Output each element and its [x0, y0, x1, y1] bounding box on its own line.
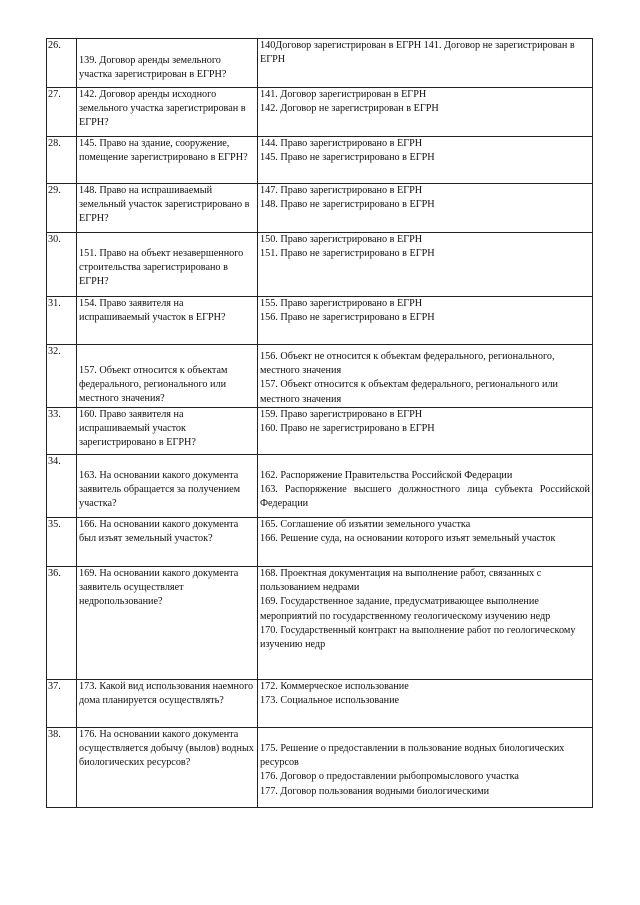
answer-option: 147. Право зарегистрировано в ЕГРН: [260, 185, 423, 196]
question-cell: [77, 567, 258, 680]
question-cell: [77, 297, 258, 345]
table-row: [47, 408, 593, 455]
answer-option: 172. Коммерческое использование: [260, 681, 409, 692]
row-number: 28.: [47, 137, 77, 184]
row-number: 26.: [47, 39, 77, 88]
answer-option: 155. Право зарегистрировано в ЕГРН: [260, 298, 423, 309]
answer-option: 140Договор зарегистрирован в ЕГРН 141. Договор не зарегистрирован в ЕГРН: [260, 40, 575, 66]
answer-option: 145. Право не зарегистрировано в ЕГРН: [260, 152, 435, 164]
answer-option: 169. Государственное задание, предусматривающее выполнение мероприятий по государственному геологическому изучению недр: [260, 596, 551, 622]
row-number: 27.: [47, 88, 77, 137]
answers-cell: [258, 518, 593, 567]
table-row: [47, 184, 593, 233]
answer-option: 151. Право не зарегистрировано в ЕГРН: [260, 248, 435, 260]
answer-option: 148. Право не зарегистрировано в ЕГРН: [260, 199, 435, 211]
answer-option: 165. Соглашение об изъятии земельного участка: [260, 519, 471, 530]
question-cell: [77, 680, 258, 728]
question-text: 176. На основании какого документа осуществляется добычу (вылов) водных биологических ресурсов?: [79, 729, 254, 769]
question-cell: [77, 88, 258, 137]
table-row: [47, 455, 593, 518]
row-number: 33.: [47, 408, 77, 455]
answer-option: 170. Государственный контракт на выполнение работ по геологическому изучению недр: [260, 624, 576, 651]
table-row: [47, 297, 593, 345]
question-text: 160. Право заявителя на испрашиваемый участок зарегистрировано в ЕГРН?: [79, 409, 196, 449]
answer-option: 163. Распоряжение высшего должностного лица субъекта Российской Федерации: [260, 484, 590, 510]
answer-option: 156. Объект не относится к объектам федерального, регионального, местного значения: [260, 351, 555, 377]
question-cell: [77, 408, 258, 455]
question-cell: [77, 518, 258, 567]
questions-table: [46, 38, 593, 808]
table-row: [47, 680, 593, 728]
answer-option: 156. Право не зарегистрировано в ЕГРН: [260, 312, 435, 324]
question-text: 166. На основании какого документа был изъят земельный участок?: [79, 519, 239, 545]
question-text: 157. Объект относится к объектам федерального, регионального или местного значения?: [79, 365, 228, 405]
answers-cell: [258, 455, 593, 518]
answers-cell: [258, 137, 593, 184]
row-number: 35.: [47, 518, 77, 567]
answers-cell: [258, 184, 593, 233]
question-cell: [77, 184, 258, 233]
row-number: 29.: [47, 184, 77, 233]
answers-cell: [258, 39, 593, 88]
question-text: 145. Право на здание, сооружение, помещение зарегистрировано в ЕГРН?: [79, 138, 248, 164]
answer-option: 150. Право зарегистрировано в ЕГРН: [260, 234, 423, 245]
answers-cell: [258, 88, 593, 137]
answer-option: 159. Право зарегистрировано в ЕГРН: [260, 409, 423, 420]
table-row: [47, 137, 593, 184]
questions-table-body: [47, 39, 593, 808]
row-number: 37.: [47, 680, 77, 728]
answer-option: 168. Проектная документация на выполнение работ, связанных с пользованием недрами: [260, 568, 542, 594]
row-number: 32.: [47, 345, 77, 408]
table-row: [47, 88, 593, 137]
answers-cell: [258, 297, 593, 345]
answers-cell: [258, 728, 593, 808]
question-text: 163. На основании какого документа заявитель обращается за получением участка?: [79, 470, 241, 510]
row-number: 38.: [47, 728, 77, 808]
row-number: 36.: [47, 567, 77, 680]
answer-option: 141. Договор зарегистрирован в ЕГРН: [260, 89, 427, 100]
question-text: 142. Договор аренды исходного земельного участка зарегистрирован в ЕГРН?: [79, 89, 246, 129]
question-text: 148. Право на испрашиваемый земельный участок зарегистрировано в ЕГРН?: [79, 185, 250, 225]
table-row: [47, 39, 593, 88]
question-cell: [77, 233, 258, 297]
answer-option: 166. Решение суда, на основании которого изъят земельный участок: [260, 533, 556, 545]
question-cell: [77, 39, 258, 88]
answers-cell: [258, 680, 593, 728]
question-text: 151. Право на объект незавершенного строительства зарегистрировано в ЕГРН?: [79, 248, 244, 288]
question-cell: [77, 137, 258, 184]
answer-option: 142. Договор не зарегистрирован в ЕГРН: [260, 103, 439, 115]
row-number: 34.: [47, 455, 77, 518]
question-text: 154. Право заявителя на испрашиваемый участок в ЕГРН?: [79, 298, 226, 324]
answers-cell: [258, 345, 593, 408]
table-row: [47, 233, 593, 297]
row-number: 30.: [47, 233, 77, 297]
answer-option: 176. Договор о предоставлении рыбопромыслового участка: [260, 771, 519, 783]
row-number: 31.: [47, 297, 77, 345]
table-row: [47, 345, 593, 408]
table-row: [47, 567, 593, 680]
question-text: 169. На основании какого документа заявитель осуществляет недропользование?: [79, 568, 239, 608]
question-cell: [77, 728, 258, 808]
answer-option: 175. Решение о предоставлении в пользование водных биологических ресурсов: [260, 743, 565, 769]
question-cell: [77, 345, 258, 408]
answers-cell: [258, 233, 593, 297]
table-row: [47, 518, 593, 567]
answers-cell: [258, 408, 593, 455]
question-text: 139. Договор аренды земельного участка зарегистрирован в ЕГРН?: [79, 55, 227, 81]
answer-option: 157. Объект относится к объектам федерального, регионального или местного значения: [260, 379, 559, 405]
question-text: 173. Какой вид использования наемного дома планируется осуществлять?: [79, 681, 254, 707]
answer-option: 160. Право не зарегистрировано в ЕГРН: [260, 423, 435, 435]
answer-option: 162. Распоряжение Правительства Российской Федерации: [260, 470, 513, 481]
answer-option: 177. Договор пользования водными биологическими: [260, 785, 490, 797]
answer-option: 144. Право зарегистрировано в ЕГРН: [260, 138, 423, 149]
question-cell: [77, 455, 258, 518]
answers-cell: [258, 567, 593, 680]
table-row: [47, 728, 593, 808]
answer-option: 173. Социальное использование: [260, 695, 400, 707]
